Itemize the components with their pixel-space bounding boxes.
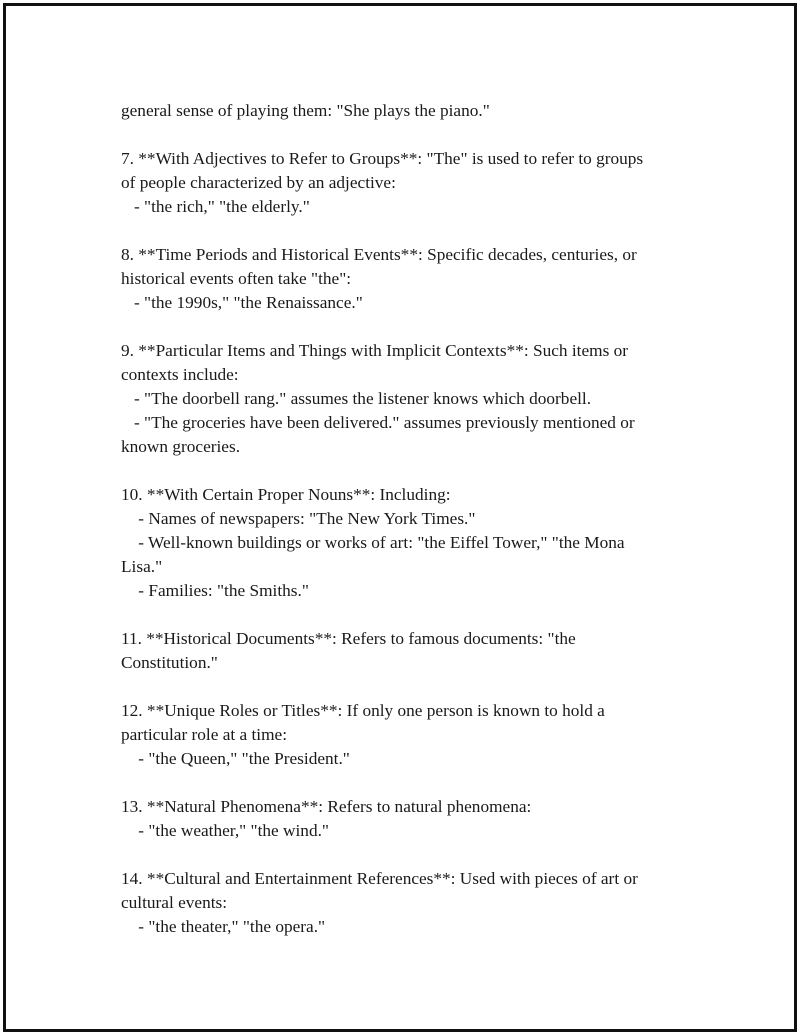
text-line: general sense of playing them: "She plays the piano." xyxy=(121,101,490,120)
text-line: contexts include: xyxy=(121,365,239,384)
text-line: - "the rich," "the elderly." xyxy=(121,197,310,216)
text-line: - "The groceries have been delivered." assumes previously mentioned or xyxy=(121,413,635,432)
text-line: Lisa." xyxy=(121,557,163,576)
text-line: 7. **With Adjectives to Refer to Groups**: "The" is used to refer to groups xyxy=(121,149,644,168)
text-line: of people characterized by an adjective: xyxy=(121,173,396,192)
text-line: 11. **Historical Documents**: Refers to famous documents: "the xyxy=(121,629,576,648)
text-line: 14. **Cultural and Entertainment References**: Used with pieces of art or xyxy=(121,869,638,888)
document-paragraph xyxy=(121,699,691,771)
page-frame xyxy=(3,3,797,1032)
text-line: - "the weather," "the wind." xyxy=(121,821,329,840)
document-paragraph xyxy=(121,795,691,843)
text-line: particular role at a time: xyxy=(121,725,288,744)
document-paragraph xyxy=(121,483,691,603)
document-paragraph xyxy=(121,339,691,459)
document-paragraph xyxy=(121,147,691,219)
document-paragraph xyxy=(121,867,691,939)
text-line: Constitution." xyxy=(121,653,218,672)
text-line: - "the Queen," "the President." xyxy=(121,749,350,768)
document-paragraph xyxy=(121,627,691,675)
document-body xyxy=(121,99,691,963)
text-line: 13. **Natural Phenomena**: Refers to natural phenomena: xyxy=(121,797,532,816)
text-line: 10. **With Certain Proper Nouns**: Including: xyxy=(121,485,451,504)
text-line: 9. **Particular Items and Things with Implicit Contexts**: Such items or xyxy=(121,341,629,360)
text-line: - "the theater," "the opera." xyxy=(121,917,326,936)
text-line: historical events often take "the": xyxy=(121,269,352,288)
text-line: - "the 1990s," "the Renaissance." xyxy=(121,293,363,312)
document-paragraph xyxy=(121,243,691,315)
text-line: 12. **Unique Roles or Titles**: If only one person is known to hold a xyxy=(121,701,605,720)
text-line: - Families: "the Smiths." xyxy=(121,581,309,600)
text-line: cultural events: xyxy=(121,893,228,912)
text-line: - "The doorbell rang." assumes the listener knows which doorbell. xyxy=(121,389,592,408)
text-line: - Names of newspapers: "The New York Times." xyxy=(121,509,476,528)
text-line: 8. **Time Periods and Historical Events**: Specific decades, centuries, or xyxy=(121,245,637,264)
text-line: known groceries. xyxy=(121,437,241,456)
document-paragraph xyxy=(121,99,691,123)
text-line: - Well-known buildings or works of art: "the Eiffel Tower," "the Mona xyxy=(121,533,625,552)
